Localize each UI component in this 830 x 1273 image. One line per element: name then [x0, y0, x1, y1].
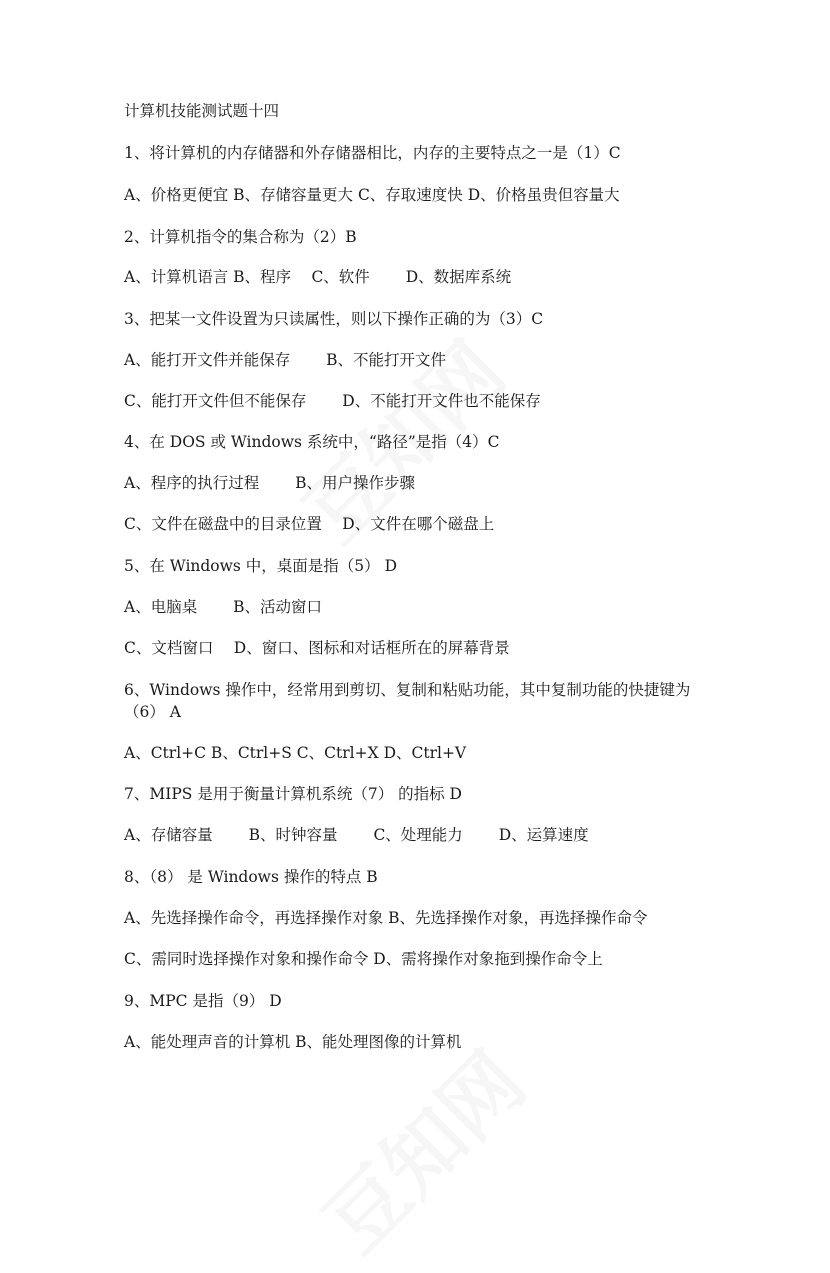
options-5b: C、文档窗口 D、窗口、图标和对话框所在的屏幕背景 [124, 639, 510, 657]
options-4b: C、文件在磁盘中的目录位置 D、文件在哪个磁盘上 [124, 515, 495, 533]
options-6: A、Ctrl+C B、Ctrl+S C、Ctrl+X D、Ctrl+V [124, 744, 467, 762]
question-7: 7、MIPS 是用于衡量计算机系统（7） 的指标 D [124, 785, 462, 803]
options-3a: A、能打开文件并能保存 B、不能打开文件 [124, 351, 447, 369]
question-8: 8、（8） 是 Windows 操作的特点 B [124, 868, 378, 886]
question-4: 4、在 DOS 或 Windows 系统中，“路径”是指（4）C [124, 433, 500, 451]
options-9: A、能处理声音的计算机 B、能处理图像的计算机 [124, 1033, 462, 1051]
options-3b: C、能打开文件但不能保存 D、不能打开文件也不能保存 [124, 392, 541, 410]
options-7: A、存储容量 B、时钟容量 C、处理能力 D、运算速度 [124, 826, 589, 844]
options-8b: C、需同时选择操作对象和操作命令 D、需将操作对象拖到操作命令上 [124, 950, 603, 968]
question-3: 3、把某一文件设置为只读属性，则以下操作正确的为（3）C [124, 310, 544, 328]
page-title: 计算机技能测试题十四 [124, 102, 280, 120]
options-5a: A、电脑桌 B、活动窗口 [124, 598, 323, 616]
watermark-bottom [294, 1022, 545, 1273]
options-8a: A、先选择操作命令，再选择操作对象 B、先选择操作对象，再选择操作命令 [124, 909, 648, 927]
question-6: 6、Windows 操作中，经常用到剪切、复制和粘贴功能，其中复制功能的快捷键为（6） A [124, 681, 691, 721]
options-1: A、价格更便宜 B、存储容量更大 C、存取速度快 D、价格虽贵但容量大 [124, 186, 620, 204]
options-2: A、计算机语言 B、程序 C、软件 D、数据库系统 [124, 268, 512, 286]
question-9: 9、MPC 是指（9） D [124, 992, 282, 1010]
question-2: 2、计算机指令的集合称为（2）B [124, 228, 357, 246]
question-5: 5、在 Windows 中，桌面是指（5） D [124, 557, 398, 575]
options-4a: A、程序的执行过程 B、用户操作步骤 [124, 474, 416, 492]
question-1: 1、将计算机的内存储器和外存储器相比，内存的主要特点之一是（1）C [124, 144, 621, 162]
